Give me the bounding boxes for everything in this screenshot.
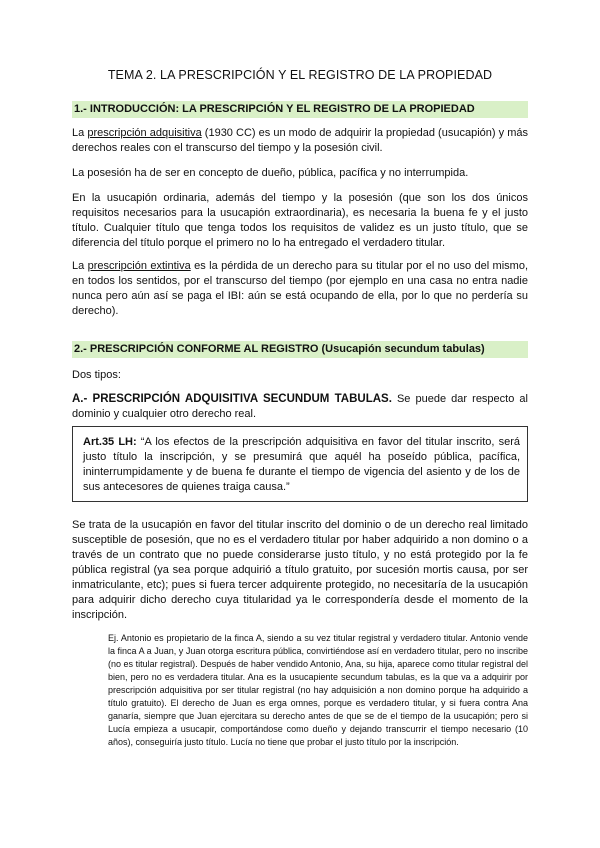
paragraph-usucapion-titular-inscrito: Se trata de la usucapión en favor del titular inscrito del dominio o de un derecho real limitado susceptible de posesión, que no es el verdadero titular por haber adquirido a non domino o a través de un contrato que no puede considerarse justo título, y no está protegido por la fe pública registral (ya sea porque adquirió a título gratuito, por sucesión mortis causa, por ser inmatriculante, etc); pues si fuera tercer adquirente protegido, no necesitaría de la usucapión para adquirir dicho derecho cuya titularidad ya le correspondería desde el momento de la inscripción. [72,519,528,621]
text-fragment: La [72,260,88,272]
text-fragment: Se puede dar respecto al dominio y cualquier otro derecho real. [72,393,528,420]
quote-label: Art.35 LH: [83,436,137,448]
subheading-prescripcion-adquisitiva-secundum-tabulas: A.- PRESCRIPCIÓN ADQUISITIVA SECUNDUM TABULAS. [72,393,392,405]
example-paragraph: Ej. Antonio es propietario de la finca A, siendo a su vez titular registral y verdadero titular. Antonio vende la finca A a Juan, y Juan otorga escritura pública, convirtiéndose así en verdadero titular, pero no inscribe (no es titular registral). Después de haber vendido Antonio, Ana, su hija, aparece como titular registral del bien, pero no es verdadera titular. Ana es la usucapiente secundum tabulas, es la que va a adquirir por prescripción adquisitiva por ser titular registral (no hay adquisición a non domino porque ha adquirido a título gratuito). El derecho de Juan es erga omnes, porque es verdadero titular, y si fuera contra Ana ganaría, siempre que Juan ejercitara su derecho antes de que se de el tiempo de la usucapión; pero si Lucía empieza a usucapir, comportándose como dueño y dejando transcurrir el tiempo necesario (10 años), conseguiría justo título. Lucía no tiene que probar el justo título por la inscripción. [108,633,528,747]
quote-text: “A los efectos de la prescripción adquisitiva en favor del titular inscrito, será justo título la inscripción, y se presumirá que aquél ha poseído pública, pacífica, ininterrumpidamente y de buena fe durante el tiempo de vigencia del asiento y de los de sus antecesores de quienes traiga causa.” [83,436,521,493]
underlined-term-prescripcion-extintiva: prescripción extintiva [87,260,191,272]
text-fragment: (1930 CC) es un modo de adquirir la propiedad (usucapión) y más derechos reales con el transcurso del tiempo y la posesión civil. [72,127,528,154]
section-heading-introduccion: 1.- INTRODUCCIÓN: LA PRESCRIPCIÓN Y EL REGISTRO DE LA PROPIEDAD [72,101,528,118]
paragraph-usucapion-ordinaria: En la usucapión ordinaria, además del tiempo y la posesión (que son los dos únicos requisitos necesarios para la usucapión extraordinaria), es necesaria la buena fe y el justo título. Cualquier título que tenga todos los requisitos de validez es un justo título, que se diferencia del título porque el primero no lo ha entregado el verdadero titular. [72,192,528,249]
quote-box-art35-lh [72,426,528,502]
paragraph-prescripcion-extintiva [72,259,528,319]
section-heading-prescripcion-registro: 2.- PRESCRIPCIÓN CONFORME AL REGISTRO (Usucapión secundum tabulas) [72,341,528,358]
paragraph-dos-tipos: Dos tipos: [72,369,121,381]
text-fragment: es la pérdida de un derecho para su titular por el no uso del mismo, en todos los sentidos, por el transcurso del tiempo (por ejemplo en una casa no entra nadie nunca pero aún así se paga el IBI: aún se está ocupando de ella, por lo que no perdería su derecho). [72,260,528,317]
underlined-term-prescripcion-adquisitiva: prescripción adquisitiva [87,127,202,139]
text-fragment: La [72,127,88,139]
paragraph-posesion: La posesión ha de ser en concepto de dueño, pública, pacífica y no interrumpida. [72,167,469,179]
page-title: TEMA 2. LA PRESCRIPCIÓN Y EL REGISTRO DE LA PROPIEDAD [107,68,493,82]
paragraph-prescripcion-adquisitiva [72,126,528,156]
paragraph-tipo-a [72,392,528,422]
